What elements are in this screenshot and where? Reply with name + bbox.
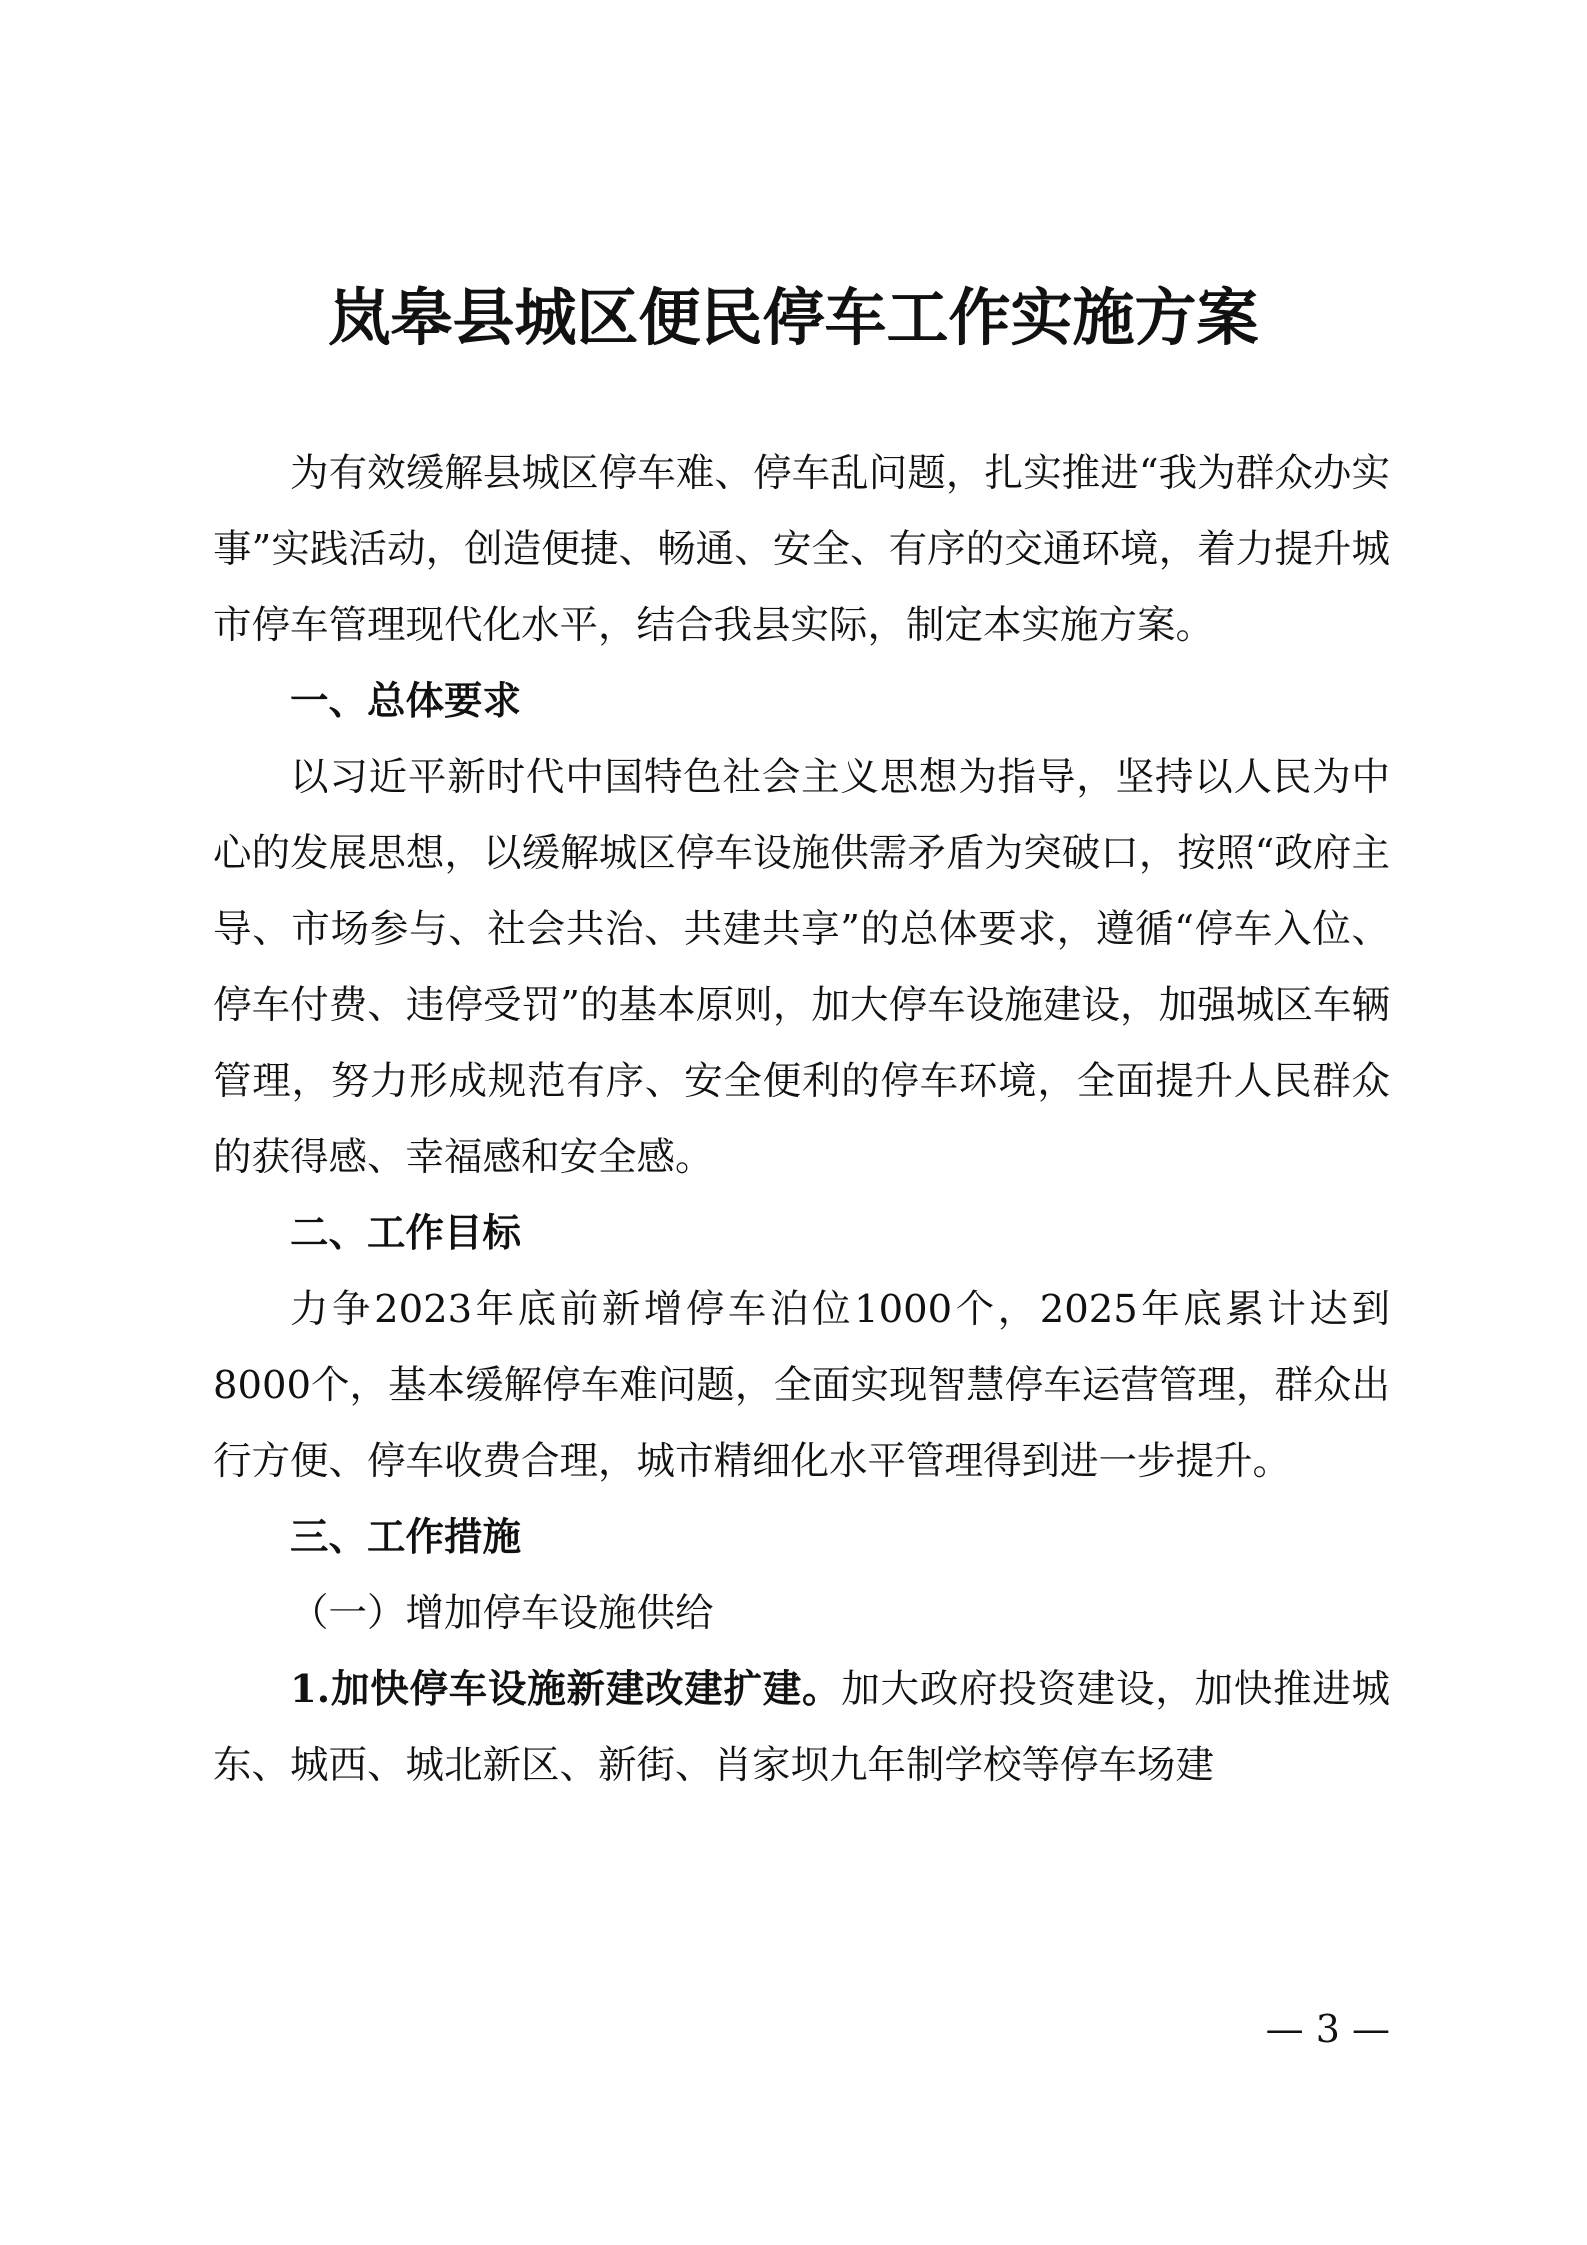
section-1-paragraph: 以习近平新时代中国特色社会主义思想为指导，坚持以人民为中心的发展思想，以缓解城区停车设施供需矛盾为突破口，按照“政府主导、市场参与、社会共治、共建共享”的总体要求，遵循“停车入位、停车付费、违停受罚”的基本原则，加大停车设施建设，加强城区车辆管理，努力形成规范有序、安全便利的停车环境，全面提升人民群众的获得感、幸福感和安全感。 [213,755,1390,1180]
item-1-paragraph [213,1652,1390,1804]
subsection-heading-1: （一）增加停车设施供给 [290,1591,714,1636]
section-2-paragraph: 力争2023年底前新增停车泊位1000个，2025年底累计达到8000个，基本缓解停车难问题，全面实现智慧停车运营管理，群众出行方便、停车收费合理，城市精细化水平管理得到进一步提升。 [213,1287,1390,1484]
item-1-text: 加大政府投资建设，加快推进城东、城西、城北新区、新街、肖家坝九年制学校等停车场建 [213,1667,1390,1788]
document-title: 岚皋县城区便民停车工作实施方案 [328,281,1259,354]
section-heading-2: 二、工作目标 [290,1211,522,1256]
page-number: — 3 — [1265,2007,1390,2051]
item-1-lead: 1.加快停车设施新建改建扩建。 [290,1667,842,1712]
intro-paragraph: 为有效缓解县城区停车难、停车乱问题，扎实推进“我为群众办实事”实践活动，创造便捷、畅通、安全、有序的交通环境，着力提升城市停车管理现代化水平，结合我县实际，制定本实施方案。 [213,451,1390,648]
section-heading-1: 一、总体要求 [290,679,522,724]
document-body [213,436,1390,1804]
section-heading-3: 三、工作措施 [290,1515,522,1560]
